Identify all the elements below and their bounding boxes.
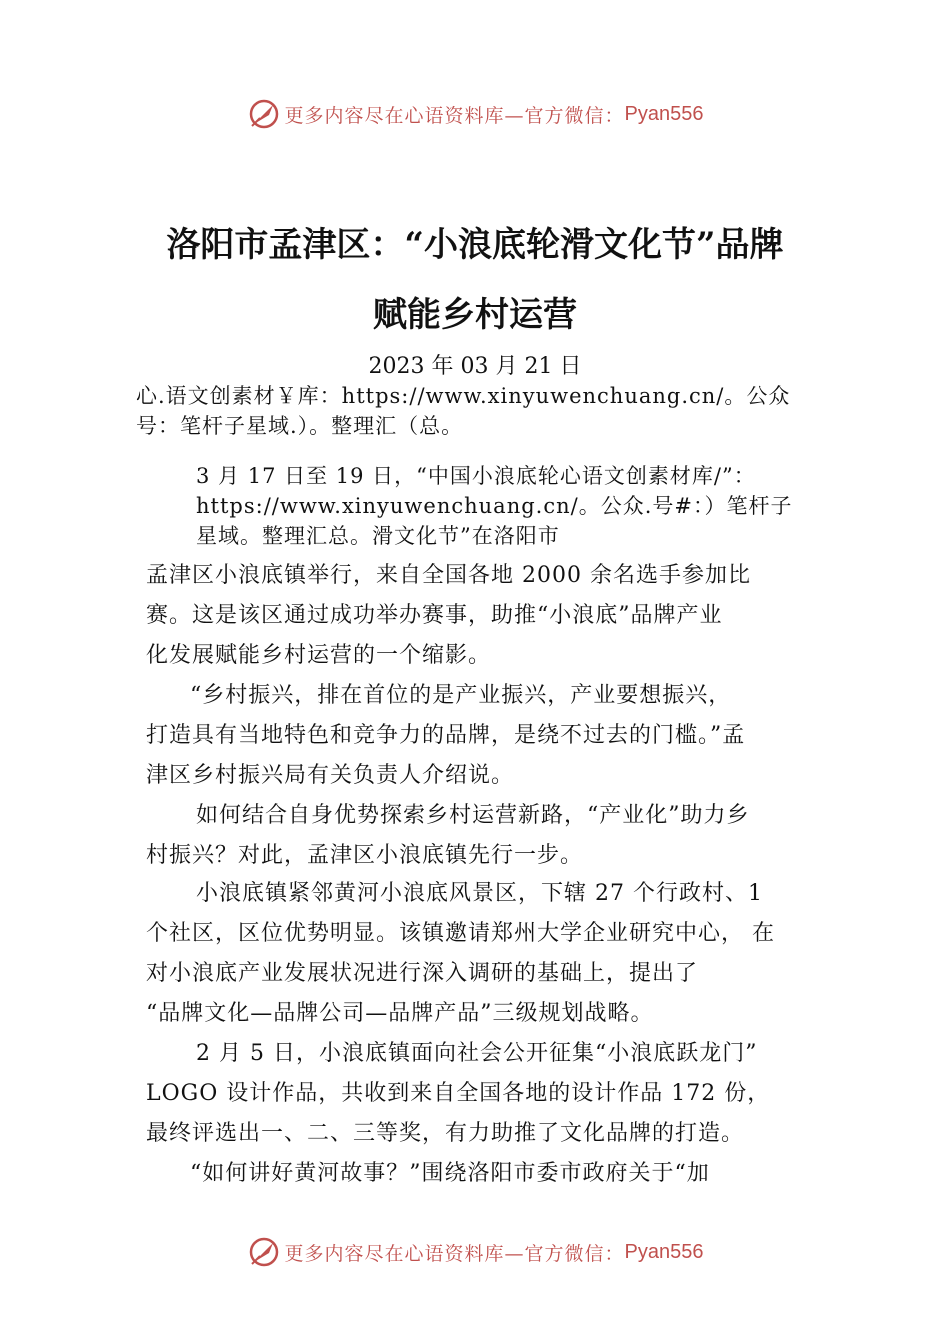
paragraph-line: 个社区，区位优势明显。该镇邀请郑州大学企业研究中心， 在 xyxy=(146,921,775,946)
page-title-line1: 洛阳市孟津区：“小浪底轮滑文化节”品牌 xyxy=(166,225,784,265)
paragraph-5 xyxy=(146,1034,826,1154)
banner-text: 更多内容尽在心语资料库—官方微信： xyxy=(284,1242,625,1265)
source-note-line: 号：笔杆子星域.）。整理汇（总。 xyxy=(136,414,464,438)
paragraph-line: 赛。这是该区通过成功举办赛事，助推“小浪底”品牌产业 xyxy=(146,603,723,628)
paragraph-line: 小浪底镇紧邻黄河小浪底风景区，下辖 27 个行政村、1 xyxy=(196,881,763,906)
paragraph-line: 如何结合自身优势探索乡村运营新路，“产业化”助力乡 xyxy=(196,803,750,828)
paragraph-line: “品牌文化—品牌公司—品牌产品”三级规划战略。 xyxy=(146,1001,654,1026)
publish-date: 2023 年 03 月 21 日 xyxy=(368,354,582,379)
paragraph-line: 星域。整理汇总。滑文化节”在洛阳市 xyxy=(196,524,560,548)
paragraph-1-intro xyxy=(196,461,856,551)
paragraph-line: 对小浪底产业发展状况进行深入调研的基础上，提出了 xyxy=(146,961,699,986)
footer-banner xyxy=(0,1232,950,1272)
paragraph-line: LOGO 设计作品，共收到来自全国各地的设计作品 172 份， xyxy=(146,1081,771,1106)
paragraph-1-body xyxy=(146,556,826,676)
source-note-line: 心.语文创素材￥库：https://www.xinyuwenchuang.cn/。公众 xyxy=(136,384,791,408)
paragraph-line: “如何讲好黄河故事？”围绕洛阳市委市政府关于“加 xyxy=(190,1161,710,1186)
paragraph-line: 村振兴？对此，孟津区小浪底镇先行一步。 xyxy=(146,843,584,868)
paragraph-line: https://www.xinyuwenchuang.cn/。公众.号#：）笔杆子 xyxy=(196,494,793,518)
paragraph-3 xyxy=(146,796,826,876)
header-banner xyxy=(0,94,950,134)
paragraph-line: 2 月 5 日，小浪底镇面向社会公开征集“小浪底跃龙门” xyxy=(196,1041,758,1066)
paragraph-2 xyxy=(146,676,826,796)
banner-wechat-id: Pyan556 xyxy=(624,1240,704,1263)
paragraph-4 xyxy=(146,874,826,1034)
paragraph-line: 孟津区小浪底镇举行，来自全国各地 2000 余名选手参加比 xyxy=(146,563,751,588)
banner-text: 更多内容尽在心语资料库—官方微信： xyxy=(284,104,625,127)
paragraph-6 xyxy=(146,1154,826,1194)
paragraph-line: 化发展赋能乡村运营的一个缩影。 xyxy=(146,643,492,668)
paragraph-line: 打造具有当地特色和竞争力的品牌，是绕不过去的门槛。”孟 xyxy=(146,723,746,748)
quill-logo-icon xyxy=(247,97,281,131)
banner-wechat-id: Pyan556 xyxy=(624,102,704,125)
paragraph-line: 最终评选出一、二、三等奖，有力助推了文化品牌的打造。 xyxy=(146,1121,745,1146)
paragraph-line: “乡村振兴，排在首位的是产业振兴，产业要想振兴， xyxy=(190,683,732,708)
source-note xyxy=(136,381,856,441)
quill-logo-icon xyxy=(247,1235,281,1269)
page-title-line2: 赋能乡村运营 xyxy=(373,295,577,335)
paragraph-line: 津区乡村振兴局有关负责人介绍说。 xyxy=(146,763,515,788)
paragraph-line: 3 月 17 日至 19 日，“中国小浪底轮心语文创素材库/”： xyxy=(196,464,756,488)
